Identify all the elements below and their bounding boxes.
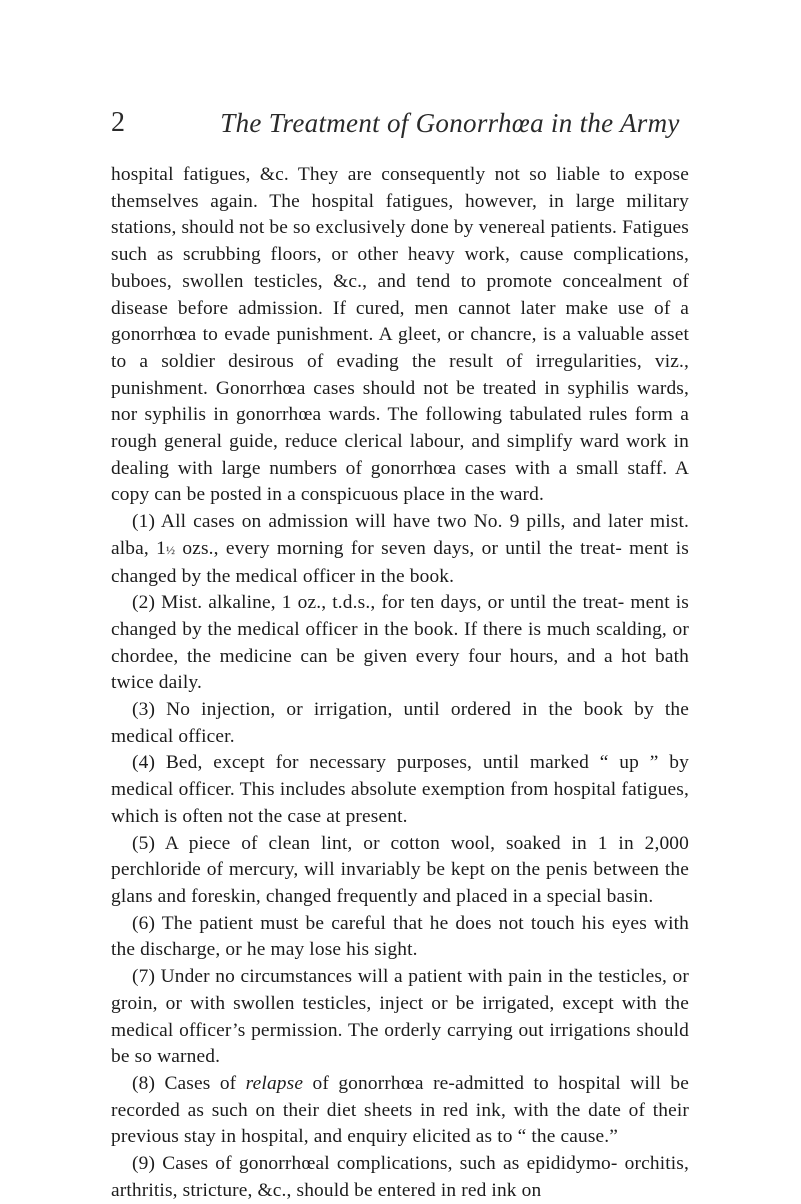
rule-4: (4) Bed, except for necessary purposes, until marked “ up ” by medical officer. This includes absolute exemption from hospital fatigues, which is often not the case at present.: [111, 752, 689, 827]
rule-8-part-a: (8) Cases of: [132, 1072, 246, 1094]
rule-2: (2) Mist. alkaline, 1 oz., t.d.s., for ten days, or until the treat- ment is changed by the medical officer in the book. If there is much scalding, or chordee, the medicine can be given every four hours, and a hot bath twice daily.: [111, 592, 689, 694]
rule-9: (9) Cases of gonorrhœal complications, such as epididymo- orchitis, arthritis, stricture, &c., should be entered in red ink on: [111, 1153, 689, 1201]
rule-5: (5) A piece of clean lint, or cotton wool, soaked in 1 in 2,000 perchloride of mercury, will invariably be kept on the penis between the glans and foreskin, changed frequently and placed in a special basin.: [111, 832, 689, 907]
rule-8-emphasis: relapse: [245, 1072, 304, 1094]
page-header: [0, 106, 801, 140]
rule-1-fraction: ½: [165, 542, 176, 557]
running-title: The Treatment of Gonorrhœa in the Army: [220, 108, 680, 138]
rule-1-part-b: ozs., every morning for seven days, or until the treat- ment is changed by the medical officer in the book.: [111, 537, 689, 587]
rule-8-part-b: of gonorrhœa re-admitted to hospital will be recorded as such on their diet sheets in red ink, with the date of their previous stay in hospital, and enquiry elicited as to “ the cause.”: [111, 1072, 689, 1148]
rule-8: [111, 1071, 689, 1151]
intro-paragraph: hospital fatigues, &c. They are consequently not so liable to expose themselves again. The hospital fatigues, however, in large military stations, should not be so exclusively done by venereal patients. Fatigues such as scrubbing floors, or other heavy work, cause complications, buboes, swollen testicles, &c., and tend to promote concealment of disease before admission. If cured, men cannot later make use of a gonorrhœa to evade punishment. A gleet, or chancre, is a valuable asset to a soldier desirous of evading the result of irregularities, viz., punishment. Gonorrhœa cases should not be treated in syphilis wards, nor syphilis in gonorrhœa wards. The following tabulated rules form a rough general guide, reduce clerical labour, and simplify ward work in dealing with large numbers of gonorrhœa cases with a small staff. A copy can be posted in a conspicuous place in the ward.: [111, 164, 689, 506]
rule-1: [111, 509, 689, 590]
body-text: [111, 162, 689, 1204]
rule-6: (6) The patient must be careful that he does not touch his eyes with the discharge, or he may lose his sight.: [111, 912, 689, 961]
page-number: 2: [111, 107, 125, 138]
rule-7: (7) Under no circumstances will a patient with pain in the testicles, or groin, or with swollen testicles, inject or be irrigated, except with the medical officer’s permission. The orderly carrying out irrigations should be so warned.: [111, 966, 689, 1068]
rule-1-part-a: (1) All cases on admission will have two No. 9 pills, and later mist. alba, 1: [111, 511, 689, 559]
rule-3: (3) No injection, or irrigation, until ordered in the book by the medical officer.: [111, 699, 689, 747]
